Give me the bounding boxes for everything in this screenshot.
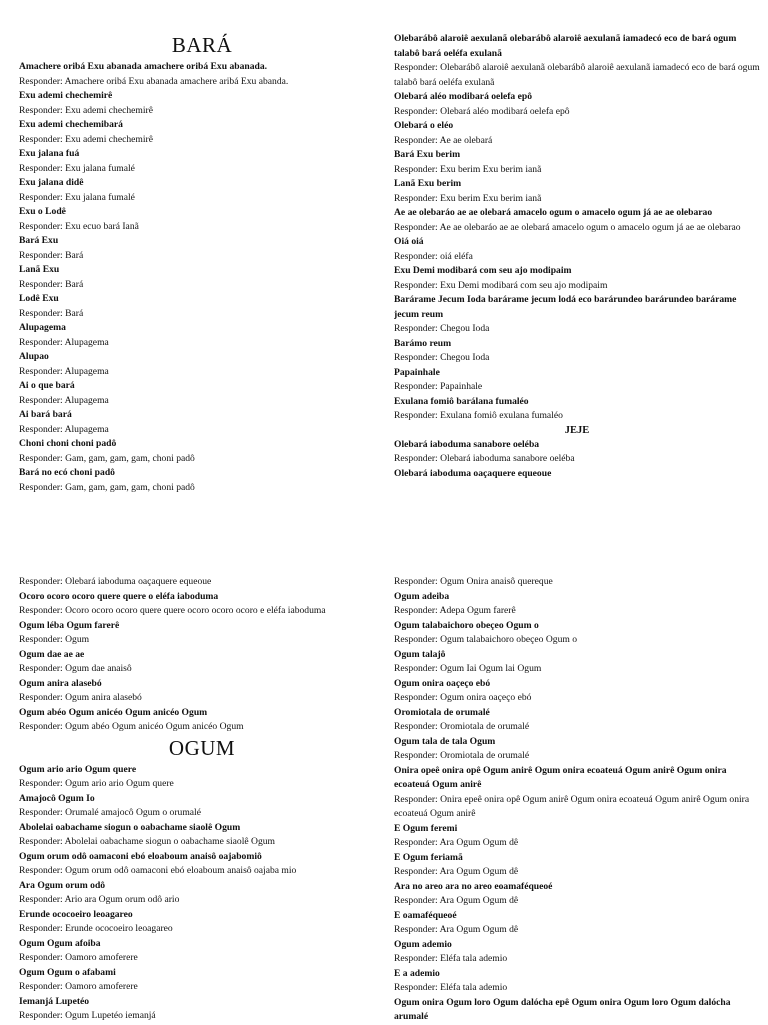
chant-line: Ogum talabaichoro obeçeo Ogum o — [394, 619, 539, 631]
chant-line: Olebará iaboduma oaçaquere equeoue — [394, 467, 552, 479]
column-top-right — [394, 32, 760, 481]
response-line: Responder: Oamoro amoferere — [19, 981, 138, 992]
chant-line: Exu jalana fuá — [19, 148, 80, 159]
chant-line: Exu o Lodê — [19, 206, 66, 217]
chant-line: Ocoro ocoro ocoro quere quere o eléfa iaboduma — [19, 590, 219, 602]
chant-line: Ogum talajô — [394, 648, 446, 660]
response-line: Responder: Gam, gam, gam, gam, choni padô — [19, 481, 195, 493]
chant-line: Olebará aléo modibará oelefa epô — [394, 91, 533, 102]
chant-line: Exu ademi chechemirê — [19, 90, 113, 101]
response-line: Responder: Chegou Ioda — [394, 352, 490, 363]
response-line: Responder: Onira epeê onira opê Ogum anirê Ogum onira ecoateuá Ogum anirê Ogum onira ecoateuá Ogum anirê — [394, 793, 750, 819]
chant-line: Bará Exu berim — [394, 149, 461, 160]
response-line: Responder: Adepa Ogum farerê — [394, 605, 516, 616]
chant-line: Ara no areo ara no areo eoamaféqueoé — [394, 880, 553, 892]
response-line: Responder: Exu ademi chechemirê — [19, 104, 153, 116]
response-line: Responder: Exu berim Exu berim ianã — [394, 163, 542, 175]
chant-line: Exu ademi chechemibará — [19, 119, 123, 130]
chant-line: Alupagema — [19, 322, 66, 333]
chant-line: Ogum léba Ogum farerê — [19, 619, 120, 631]
response-line: Responder: Ogum onira oaçeço ebó — [394, 692, 532, 703]
chant-line: Ogum Ogum afoiba — [19, 937, 101, 949]
response-line: Responder: Ogum ario ario Ogum quere — [19, 778, 174, 789]
chant-line: Ogum ario ario Ogum quere — [19, 763, 137, 775]
response-line: Responder: Oromiotala de orumalé — [394, 721, 530, 732]
response-line: Responder: Exu jalana fumalé — [19, 191, 135, 203]
response-line: Responder: Ae ae olebará — [394, 134, 493, 146]
chant-line: Lodê Exu — [19, 293, 59, 304]
chant-line: Papainhale — [394, 366, 440, 378]
chant-line: Erunde ococoeiro leoagareo — [19, 908, 133, 920]
response-line: Responder: Ogum dae anaisô — [19, 663, 132, 674]
response-line: Responder: Papainhale — [394, 381, 483, 392]
chant-line: Ogum onira Ogum loro Ogum dalócha epê Ogum onira Ogum loro Ogum dalócha arumalé — [394, 996, 731, 1022]
chant-line: Onira opeê onira opê Ogum anirê Ogum onira ecoateuá Ogum anirê Ogum onira ecoateuá Ogum anirê — [394, 764, 727, 790]
response-line: Responder: Ae ae olebaráo ae ae olebará amacelo ogum o amacelo ogum já ae ae olebarao — [394, 221, 741, 233]
chant-line: Iemanjá Lupetéo — [19, 995, 90, 1007]
response-line: Responder: Ogum — [19, 634, 90, 645]
chant-line: Olebará o eléo — [394, 120, 454, 131]
chant-line: Exu Demi modibará com seu ajo modipaim — [394, 265, 572, 276]
chant-line: Amachere oribá Exu abanada amachere oribá Exu abanada. — [19, 61, 268, 72]
column-bottom-left — [19, 575, 385, 1024]
response-line: Responder: Gam, gam, gam, gam, choni padô — [19, 452, 195, 464]
chant-line: Barárame Jecum Ioda barárame jecum lodá eco barárundeo barárundeo barárame jecum reum — [394, 294, 737, 320]
chant-line: Oromiotala de orumalé — [394, 706, 490, 718]
chant-line: Oiá oiá — [394, 236, 424, 247]
response-line: Responder: Ocoro ocoro ocoro quere quere ocoro ocoro ocoro e eléfa iaboduma — [19, 605, 326, 616]
response-line: Responder: Ara Ogum Ogum dê — [394, 837, 519, 848]
response-line: Responder: Exulana fomiô exulana fumaléo — [394, 410, 563, 421]
response-line: Responder: Ara Ogum Ogum dê — [394, 895, 519, 906]
column-bottom-right — [394, 575, 760, 1025]
chant-line: Barámo reum — [394, 337, 452, 349]
chant-line: E Ogum feremi — [394, 822, 458, 834]
response-line: Responder: Bará — [19, 307, 84, 319]
chant-line: Bará no ecó choni padô — [19, 467, 115, 478]
chant-line: Ogum tala de tala Ogum — [394, 735, 496, 747]
chant-line: Exu jalana didê — [19, 177, 84, 188]
response-line: Responder: Alupagema — [19, 336, 109, 348]
chant-line: Ogum onira oaçeço ebó — [394, 677, 491, 689]
chant-line: E Ogum feriamã — [394, 851, 463, 863]
response-line: Responder: Ara Ogum Ogum dê — [394, 924, 519, 935]
chant-line: Ae ae olebaráo ae ae olebará amacelo ogum o amacelo ogum já ae ae olebarao — [394, 207, 713, 218]
response-line: Responder: Amachere oribá Exu abanada amachere aribá Exu abanda. — [19, 75, 289, 87]
response-line: Responder: Erunde ococoeiro leoagareo — [19, 923, 173, 934]
response-line: Responder: Exu ecuo bará Ianã — [19, 220, 139, 232]
response-line: Responder: Exu ademi chechemirê — [19, 133, 153, 145]
response-line: Responder: Exu Demi modibará com seu ajo modipaim — [394, 279, 608, 291]
section-title: BARÁ — [171, 33, 233, 57]
chant-line: Lanã Exu — [19, 264, 60, 275]
response-line: Responder: Ogum anira alasebó — [19, 692, 142, 703]
chant-line: Ai o que bará — [19, 380, 75, 391]
response-line: Responder: Alupagema — [19, 365, 109, 377]
response-line: Responder: Ario ara Ogum orum odô ario — [19, 894, 180, 905]
chant-line: Ai bará bará — [19, 409, 72, 420]
response-line: Responder: Olebarábô alaroiê aexulanã olebarábô alaroiê aexulanã iamadecó eco de bará ogum talabô bará oeléfa exulanã — [394, 62, 760, 88]
response-line: Responder: Bará — [19, 249, 84, 261]
chant-line: E a ademio — [394, 967, 440, 979]
response-line: Responder: Orumalé amajocô Ogum o orumalé — [19, 807, 201, 818]
chant-line: Ogum ademio — [394, 938, 452, 950]
response-line: Responder: Ogum talabaichoro obeçeo Ogum o — [394, 634, 578, 645]
chant-line: Ogum adeiba — [394, 590, 450, 602]
response-line: Responder: Ogum abéo Ogum anicéo Ogum anicéo Ogum — [19, 721, 244, 732]
response-line: Responder: Olebará aléo modibará oelefa epô — [394, 105, 570, 117]
chant-line: Alupao — [19, 351, 49, 362]
response-line: Responder: Bará — [19, 278, 84, 290]
response-line: Responder: Alupagema — [19, 394, 109, 406]
chant-line: Amajocô Ogum Io — [19, 792, 95, 804]
chant-line: Ogum dae ae ae — [19, 648, 85, 660]
chant-line: Choni choni choni padô — [19, 438, 117, 449]
chant-line: Ara Ogum orum odô — [19, 879, 106, 891]
chant-line: Bará Exu — [19, 235, 59, 246]
chant-line: Olebará iaboduma sanabore oeléba — [394, 438, 540, 450]
response-line: Responder: Ogum orum odô oamaconi ebó eloaboum anaisô oajaba mio — [19, 865, 297, 876]
column-top-left — [19, 32, 385, 495]
chant-line: Olebarábô alaroiê aexulanã olebarábô alaroiê aexulanã iamadecó eco de bará ogum talabô bará oeléfa exulanã — [394, 33, 737, 59]
response-line: Responder: Eléfa tala ademio — [394, 982, 508, 993]
chant-line: Ogum Ogum o afabami — [19, 966, 116, 978]
response-line: Responder: Chegou Ioda — [394, 323, 490, 334]
response-line: Responder: Olebará iaboduma oaçaquere equeoue — [19, 576, 212, 587]
response-line: Responder: Eléfa tala ademio — [394, 953, 508, 964]
response-line: Responder: Exu berim Exu berim ianã — [394, 192, 542, 204]
chant-line: E oamaféqueoé — [394, 909, 457, 921]
chant-line: Abolelai oabachame siogun o oabachame siaolê Ogum — [19, 821, 241, 833]
response-line: Responder: Ogum Lupetéo iemanjá — [19, 1010, 156, 1021]
section-title: OGUM — [168, 735, 236, 760]
response-line: Responder: oiá eléfa — [394, 250, 473, 262]
response-line: Responder: Oromiotala de orumalé — [394, 750, 530, 761]
chant-line: Ogum abéo Ogum anicéo Ogum anicéo Ogum — [19, 706, 208, 718]
chant-line: Ogum orum odô oamaconi ebó eloaboum anaisô oajabomiô — [19, 850, 262, 862]
chant-line: Exulana fomiô barálana fumaléo — [394, 395, 529, 407]
response-line: Responder: Oamoro amoferere — [19, 952, 138, 963]
response-line: Responder: Ogum Iai Ogum lai Ogum — [394, 663, 542, 674]
response-line: Responder: Abolelai oabachame siogun o oabachame siaolê Ogum — [19, 836, 276, 847]
response-line: Responder: Ogum Onira anaisô quereque — [394, 576, 553, 587]
response-line: Responder: Exu jalana fumalé — [19, 162, 135, 174]
response-line: Responder: Alupagema — [19, 423, 109, 435]
chant-line: Ogum anira alasebó — [19, 677, 102, 689]
chant-line: Lanã Exu berim — [394, 178, 462, 189]
section-subtitle: JEJE — [564, 424, 590, 436]
response-line: Responder: Ara Ogum Ogum dê — [394, 866, 519, 877]
response-line: Responder: Olebará iaboduma sanabore oeléba — [394, 453, 575, 464]
